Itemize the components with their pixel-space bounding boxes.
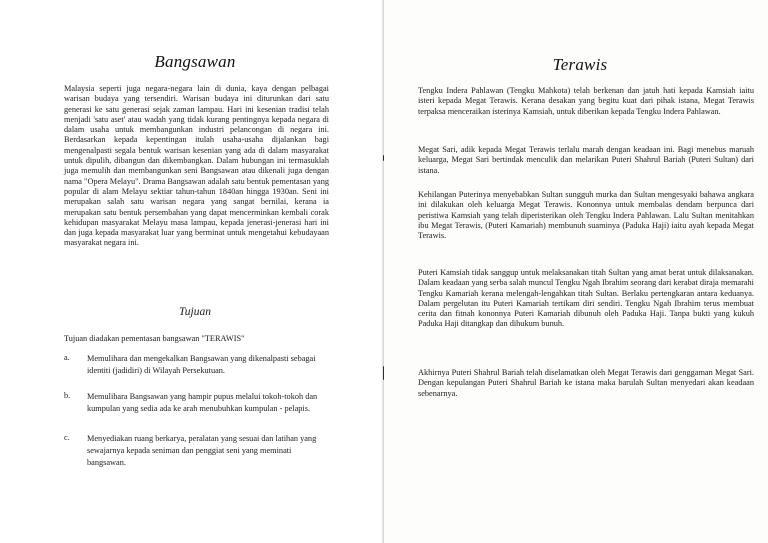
goal-letter: b.: [64, 391, 71, 400]
synopsis-paragraph: Megat Sari, adik kepada Megat Terawis terlalu marah dengan keadaan ini. Bagi menebus maruah keluarga, Megat Sari bertindak menculik dan melarikan Puteri Shahrul Bariah (Puteri Sultan) dari istana.: [418, 145, 754, 175]
synopsis-paragraph: Akhirnya Puteri Shahrul Bariah telah diselamatkan oleh Megat Terawis dari genggaman Megat Sari. Dengan kepulangan Puteri Shahrul Bariah ke istana maka barulah Sultan menyedari akan keadaan sebenarnya.: [418, 368, 754, 398]
goal-letter: a.: [64, 353, 70, 362]
goal-text: Memulihara dan mengekalkan Bangsawan yang dikenalpasti sebagai identiti (jadidiri) di Wilayah Persekutuan.: [87, 354, 316, 375]
tujuan-intro-text: Tujuan diadakan pementasan bangsawan "TERAWIS": [64, 334, 245, 343]
tujuan-subtitle: Tujuan: [179, 306, 211, 318]
synopsis-paragraph: Tengku Indera Pahlawan (Tengku Mahkota) telah berkenan dan jatuh hati kepada Kamsiah iaitu isteri kepada Megat Terawis. Kerana desakan yang begitu kuat dari pihak istana, Megat Terawis terpaksa menceraikan isterinya Kamsiah, untuk diberikan kepada Tengku Indera Pahlawan.: [418, 86, 754, 116]
goal-text: Menyediakan ruang berkarya, peralatan yang sesuai dan latihan yang sewajarnya kepada seniman dan penggiat seni yang meminati bangsawan.: [87, 434, 317, 467]
right-page-title: Terawis: [552, 55, 608, 74]
bangsawan-intro-paragraph: Malaysia seperti juga negara-negara lain di dunia, kaya dengan pelbagai warisan budaya yang tersendiri. Warisan budaya ini diturunkan dari satu generasi ke satu generasi sejak zaman lampau. Hari ini kesenian tradisi telah menjadi 'satu aset' atau wadah yang tidak kurang pentingnya kepada negara di dalam usaha untuk membangunkan industri pelancongan di negara ini. Berdasarkan kepada kepentingan itulah usaha-usaha dijalankan bagi mengenalpasti segala bentuk warisan kesenian yang ada di dalam masyarakat untuk dipulih, dibangun dan dikembangkan. Dalam hubungan ini termasuklah juga memulih dan membangunkan seni Bangsawan atau dikenali juga dengan nama "Opera Melayu". Drama Bangsawan adalah satu bentuk pementasan yang popular di alam Melayu sektiar tahun-tahun 1840an hingga 1930an. Seni ini merupakan salah satu warisan negara yang sangat bernilai, kerana ia merupakan satu bentuk persembahan yang dapat mencerminkan kembali corak kehidupan masyarakat Melayu masa lampau, kepada jenerasi-jenerasi hari ini dan juga kepada masyarakat luar yang berminat untuk mengetahui kebudayaan masyarakat negara ini.: [64, 84, 329, 248]
goal-letter: c.: [64, 433, 70, 442]
goal-text: Memulihara Bangsawan yang hampir pupus melalui tokoh-tokoh dan kumpulan yang sedia ada ke arah menubuhkan kumpulan - pelapis.: [87, 392, 318, 413]
synopsis-paragraph: Puteri Kamsiah tidak sanggup untuk melaksanakan titah Sultan yang amat berat untuk dilaksanakan. Dalam keadaan yang serba salah muncul Tengku Ngah Ibrahim seorang dari kerabat diraja memarahi Tengku Kamariah kerana melengah-lengahkan titah Sultan. Berlaku pertengkaran antara keduanya. Dalam pergelutan itu Puteri Kamariah tertikam diri sendiri. Tengku Ngah Ibrahim terus membuat cerita dan fitnah kononnya Puteri Kamariah dibunuh oleh Paduka Haji. Tanpa bukti yang kukuh Paduka Haji ditangkap dan dihukum bunuh.: [418, 268, 754, 329]
synopsis-paragraph: Kehilangan Puterinya menyebabkan Sultan sungguh murka dan Sultan mengesyaki bahawa angkara ini dilakukan oleh keluarga Megat Terawis. Kononnya untuk membalas dendam berpunca dari peristiwa Kamsiah yang telah diperisterikan oleh Tengku Indera Pahlawan. Lalu Sultan menitahkan ibu Megat Terawis, (Puteri Kamariah) membunuh suaminya (Paduka Haji) iaitu ayah kepada Megat Terawis.: [418, 190, 754, 241]
left-page-title: Bangsawan: [154, 52, 236, 71]
